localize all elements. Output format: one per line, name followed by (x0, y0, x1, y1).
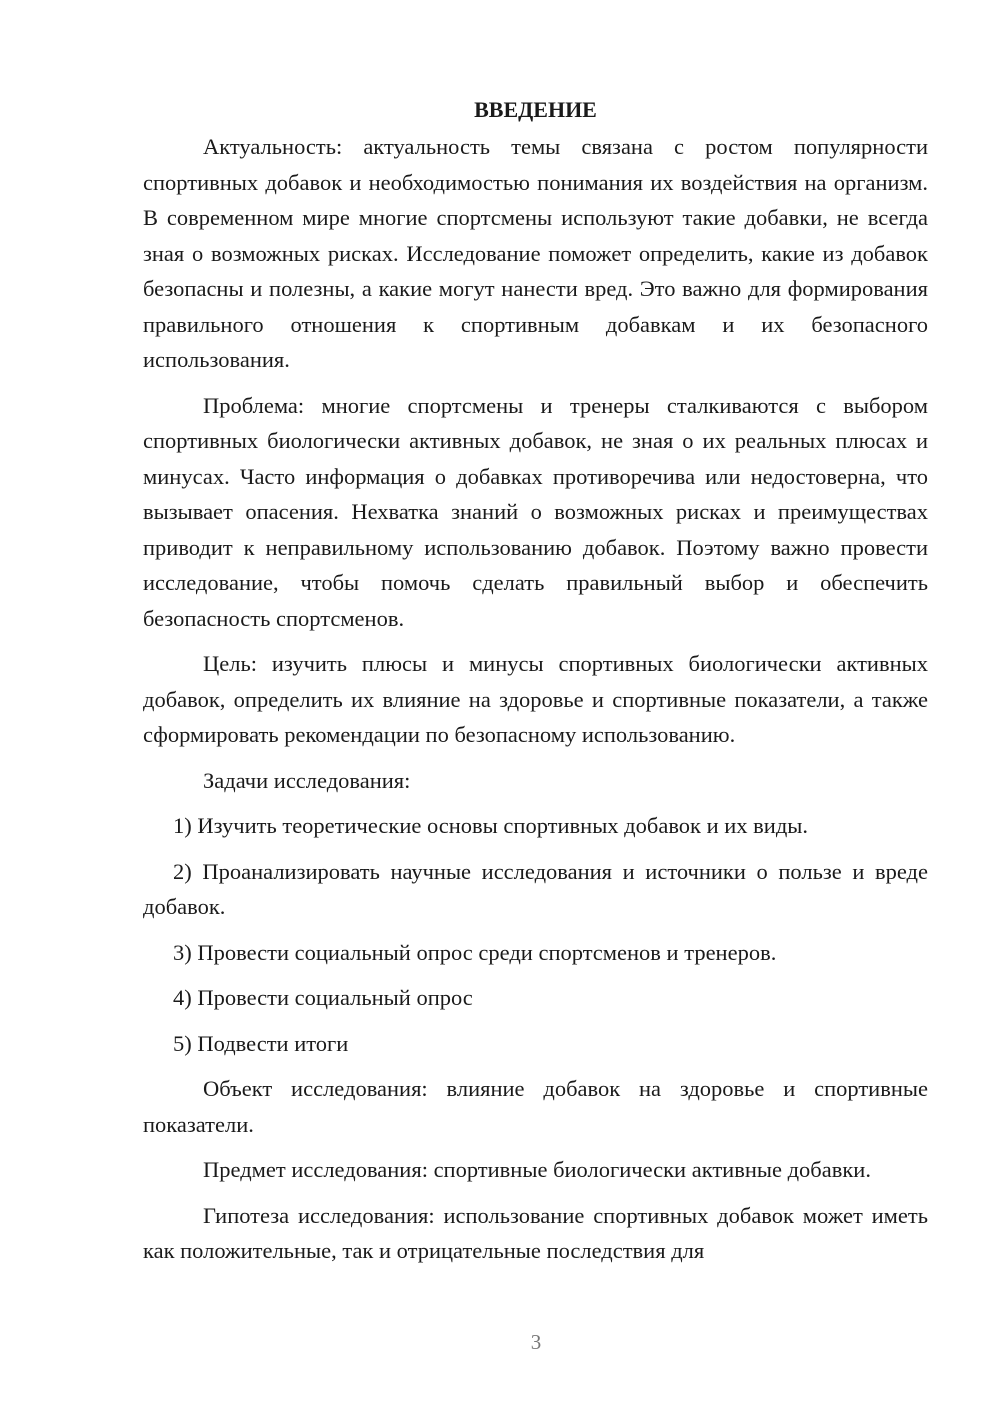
page-number: 3 (530, 1330, 542, 1354)
document-page (143, 92, 928, 1279)
object-paragraph: Объект исследования: влияние добавок на здоровье и спортивные показатели. (143, 1076, 928, 1137)
relevance-paragraph: Актуальность: актуальность темы связана с ростом популярности спортивных добавок и необходимостью понимания их воздействия на организм. В современном мире многие спортсмены используют такие добавки, не всегда зная о возможных рисках. Исследование поможет определить, какие из добавок безопасны и полезны, а какие могут нанести вред. Это важно для формирования правильного отношения к спортивным добавкам и их безопасного использования. (143, 134, 928, 372)
subject-paragraph: Предмет исследования: спортивные биологически активные добавки. (203, 1157, 871, 1182)
task-item-1: 1) Изучить теоретические основы спортивных добавок и их виды. (173, 813, 809, 838)
task-item-5: 5) Подвести итоги (173, 1030, 349, 1056)
hypothesis-paragraph: Гипотеза исследования: использование спортивных добавок может иметь как положительные, так и отрицательные последствия для (143, 1202, 928, 1263)
goal-paragraph: Цель: изучить плюсы и минусы спортивных биологически активных добавок, определить их влияние на здоровье и спортивные показатели, а также сформировать рекомендации по безопасному использованию. (143, 651, 928, 747)
task-item-4: 4) Провести социальный опрос (173, 985, 473, 1010)
task-item-2: 2) Проанализировать научные исследования и источники о пользе и вреде добавок. (143, 858, 928, 919)
tasks-heading: Задачи исследования: (203, 767, 411, 793)
problem-paragraph: Проблема: многие спортсмены и тренеры сталкиваются с выбором спортивных биологически активных добавок, не зная о их реальных плюсах и минусах. Часто информация о добавках противоречива или недостоверна, что вызывает опасения. Нехватка знаний о возможных рисках и преимуществах приводит к неправильному использованию добавок. Поэтому важно провести исследование, чтобы помочь сделать правильный выбор и обеспечить безопасность спортсменов. (143, 392, 928, 631)
page-title: ВВЕДЕНИЕ (474, 97, 597, 122)
task-item-3: 3) Провести социальный опрос среди спортсменов и тренеров. (173, 939, 777, 965)
